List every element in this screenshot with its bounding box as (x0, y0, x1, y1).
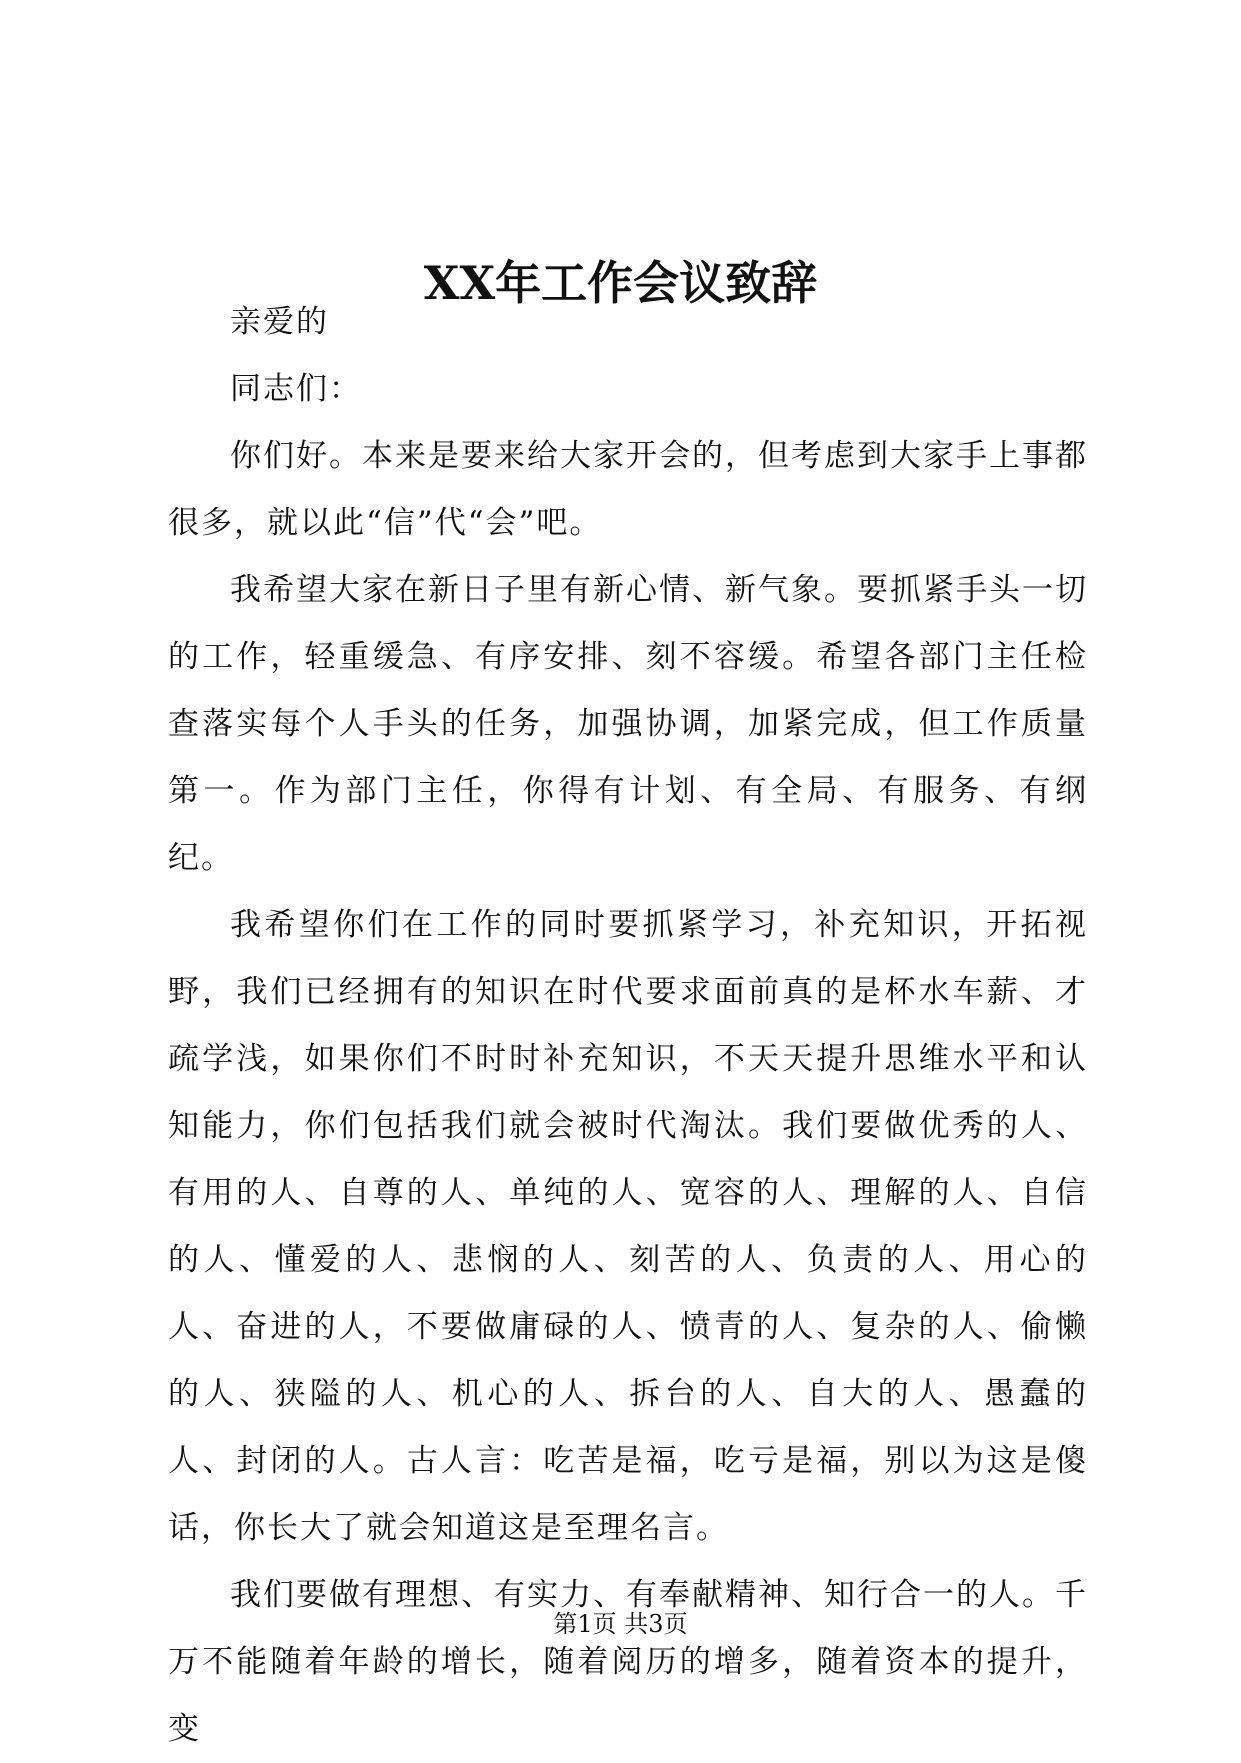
paragraph-ideals: 我们要做有理想、有实力、有奉献精神、知行合一的人。千万不能随着年龄的增长，随着阅历的增多，随着资本的提升，变 (168, 1577, 1088, 1747)
paragraph-salutation-2: 同志们： (230, 371, 362, 407)
page-footer: 第1页 共3页 (553, 1610, 688, 1638)
document-title: XX年工作会议致辞 (423, 255, 818, 310)
paragraph-work-expectations: 我希望大家在新日子里有新心情、新气象。要抓紧手头一切的工作，轻重缓急、有序安排、刻不容缓。希望各部门主任检查落实每个人手头的任务，加强协调，加紧完成，但工作质量第一。作为部门主任，你得有计划、有全局、有服务、有纲纪。 (168, 572, 1088, 876)
document-body (168, 289, 1088, 1763)
paragraph-greeting: 你们好。本来是要来给大家开会的，但考虑到大家手上事都很多，就以此“信”代“会”吧。 (168, 438, 1088, 541)
paragraph-salutation-1: 亲爱的 (230, 304, 329, 340)
paragraph-learning: 我希望你们在工作的同时要抓紧学习，补充知识，开拓视野，我们已经拥有的知识在时代要求面前真的是杯水车薪、才疏学浅，如果你们不时时补充知识，不天天提升思维水平和认知能力，你们包括我们就会被时代淘汰。我们要做优秀的人、有用的人、自尊的人、单纯的人、宽容的人、理解的人、自信的人、懂爱的人、悲悯的人、刻苦的人、负责的人、用心的人、奋进的人，不要做庸碌的人、愤青的人、复杂的人、偷懒的人、狭隘的人、机心的人、拆台的人、自大的人、愚蠢的人、封闭的人。古人言：吃苦是福，吃亏是福，别以为这是傻话，你长大了就会知道这是至理名言。 (168, 907, 1088, 1546)
